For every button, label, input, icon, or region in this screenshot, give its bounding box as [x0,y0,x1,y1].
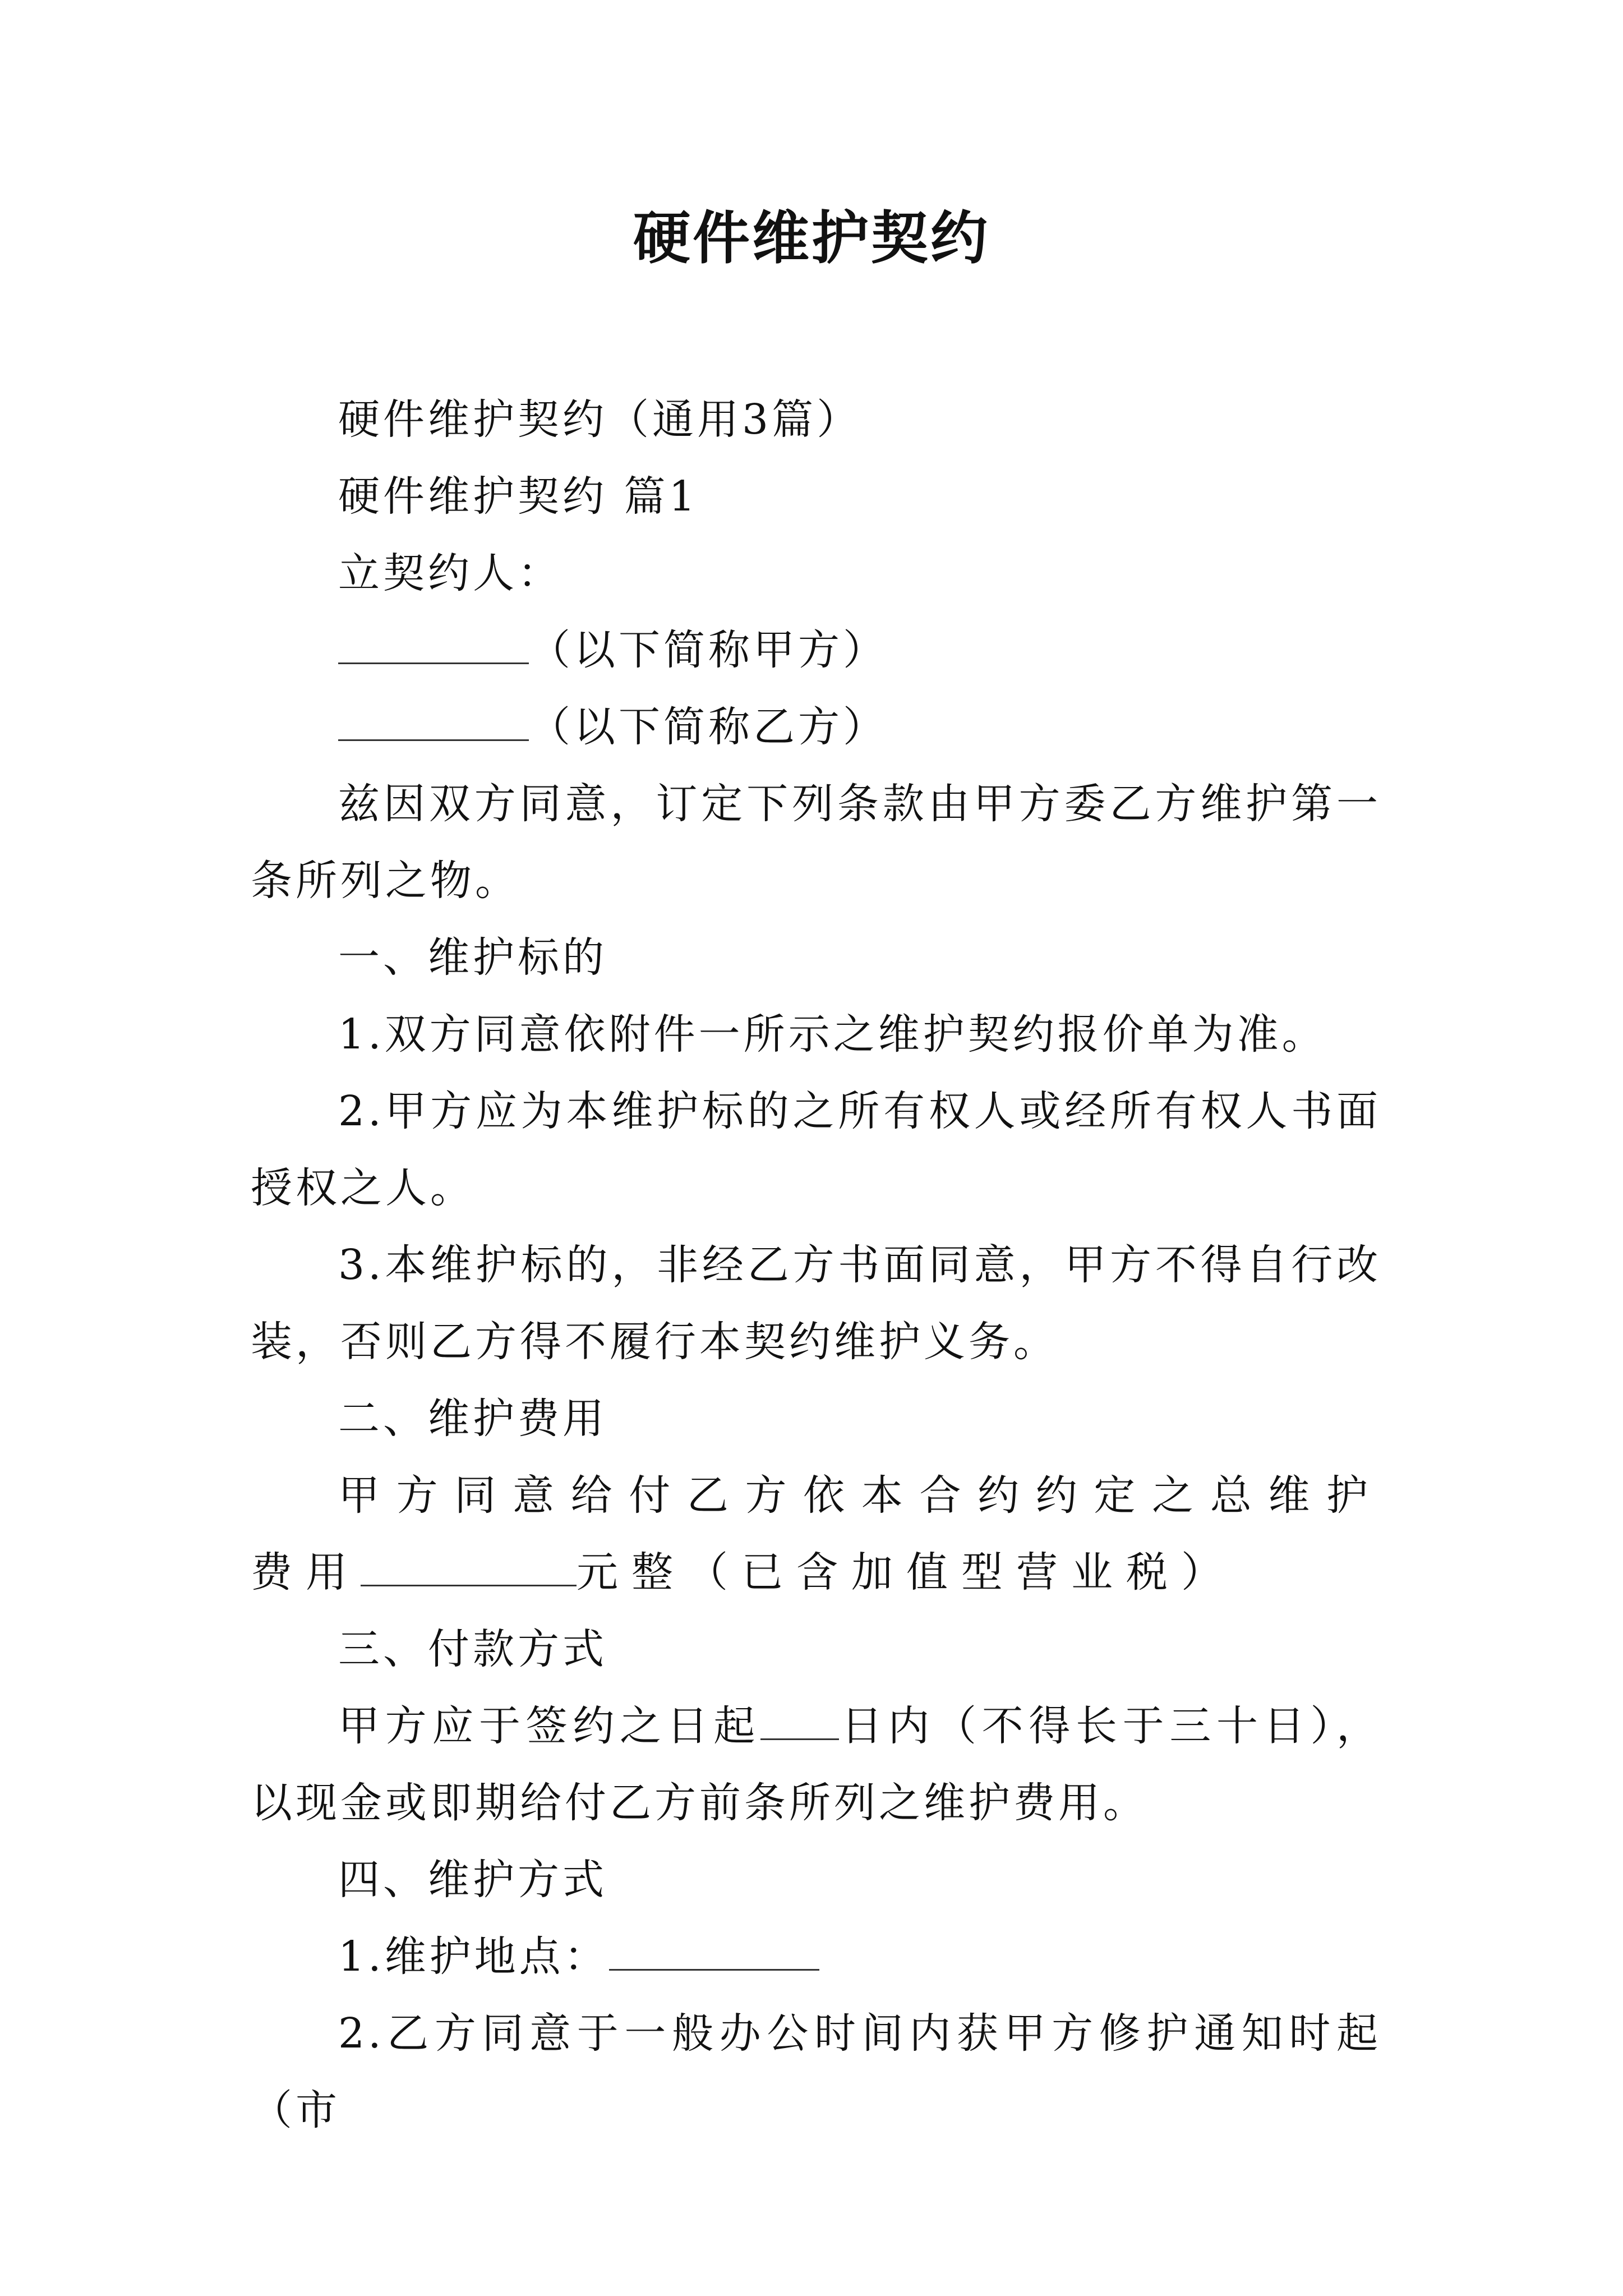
section-2-heading: 二、维护费用 [338,1395,607,1443]
parties-label: 立契约人： [338,549,562,597]
section-3-text [251,1688,1381,1842]
party-a-text: （以下简称甲方） [529,626,888,674]
section-1-item-1: 1.双方同意依附件一所示之维护契约报价单为准。 [338,1010,1327,1059]
section-1-item-2: 2.甲方应为本维护标的之所有权人或经所有权人书面授权之人。 [251,1087,1381,1212]
section-2-text-b: 元整（已含加值型营业税） [577,1548,1236,1596]
section-4-item-2: 2.乙方同意于一般办公时间内获甲方修护通知时起（市 [251,2009,1381,2134]
party-b-line [251,689,1381,766]
subtitle: 硬件维护契约（通用3篇） [338,395,862,444]
days-blank [760,1705,839,1740]
section-3-text-b: 日内（不得长于三十日），以现金或即期给付乙方前条所列之维护费用。 [251,1702,1381,1827]
party-a-line [251,612,1381,689]
fee-amount-blank [361,1551,577,1586]
section-1-item-3: 3.本维护标的，非经乙方书面同意，甲方不得自行改装，否则乙方得不履行本契约维护义务。 [251,1241,1381,1366]
section-1-heading: 一、维护标的 [338,933,607,982]
party-b-blank [338,706,529,741]
party-a-blank [338,629,529,664]
document-title: 硬件维护契约 [633,205,990,272]
section-2-text-a: 甲方同意给付乙方依本合约约定之总维护费用 [251,1471,1381,1596]
section-3-heading: 三、付款方式 [338,1625,607,1673]
document-body [251,381,1381,2149]
section-2-text [251,1457,1381,1611]
section-4-item-1 [251,1918,1381,1995]
section-3-text-a: 甲方应于签约之日起 [338,1702,760,1750]
section-4-item-1-text: 1.维护地点： [338,1932,609,1981]
location-blank [609,1935,819,1971]
party-b-text: （以下简称乙方） [529,703,888,751]
intro-paragraph: 兹因双方同意，订定下列条款由甲方委乙方维护第一条所列之物。 [251,780,1381,905]
section-4-heading: 四、维护方式 [338,1856,607,1904]
chapter-heading: 硬件维护契约 篇1 [338,472,699,521]
